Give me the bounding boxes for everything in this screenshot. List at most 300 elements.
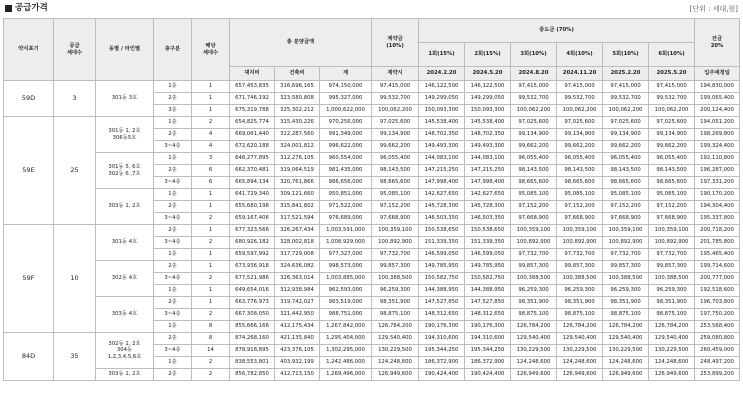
cell-building: 303동 1, 2호 [96, 189, 154, 225]
cell-mid-5: 99,532,700 [603, 93, 649, 105]
cell-units: 1 [192, 297, 230, 309]
cell-mid-3: 97,732,700 [511, 249, 557, 261]
cell-mid-3: 99,662,200 [511, 141, 557, 153]
cell-mid-6: 97,152,200 [649, 201, 695, 213]
cell-building-cost: 312,938,984 [275, 285, 320, 297]
cell-units: 2 [192, 117, 230, 129]
cell-balance: 260,459,000 [695, 345, 740, 357]
cell-floor: 1층 [154, 357, 192, 369]
cell-units: 2 [192, 309, 230, 321]
cell-mid-5: 97,152,200 [603, 201, 649, 213]
cell-mid-1: 142,627,650 [419, 189, 465, 201]
cell-mid-2: 150,538,650 [465, 225, 511, 237]
cell-deposit: 97,415,000 [372, 81, 419, 93]
cell-deposit: 99,662,200 [372, 141, 419, 153]
cell-mid-5: 99,134,900 [603, 129, 649, 141]
cell-total: 1,003,885,000 [320, 273, 372, 285]
cell-floor: 1층 [154, 81, 192, 93]
cell-mid-5: 99,662,200 [603, 141, 649, 153]
cell-units: 1 [192, 189, 230, 201]
cell-land: 663,776,973 [230, 297, 275, 309]
cell-total: 981,435,000 [320, 165, 372, 177]
cell-building-cost: 317,521,594 [275, 213, 320, 225]
cell-type: 59F [4, 225, 54, 333]
col-total: 계 [320, 67, 372, 81]
cell-balance: 198,269,800 [695, 129, 740, 141]
cell-supply-units: 25 [54, 117, 96, 225]
cell-mid-3: 97,415,000 [511, 81, 557, 93]
cell-mid-5: 95,085,100 [603, 189, 649, 201]
cell-deposit: 126,949,600 [372, 369, 419, 381]
table-body [4, 81, 740, 381]
cell-land: 856,782,850 [230, 369, 275, 381]
table-row [4, 297, 740, 309]
cell-floor: 2층 [154, 93, 192, 105]
cell-building-cost: 403,932,199 [275, 357, 320, 369]
cell-land: 641,729,340 [230, 189, 275, 201]
cell-mid-4: 100,062,200 [557, 105, 603, 117]
cell-mid-5: 100,388,500 [603, 273, 649, 285]
cell-mid-1: 150,582,750 [419, 273, 465, 285]
cell-units: 4 [192, 129, 230, 141]
cell-balance: 199,324,400 [695, 141, 740, 153]
cell-floor: 2층 [154, 225, 192, 237]
cell-units: 1 [192, 249, 230, 261]
cell-mid-3: 97,025,600 [511, 117, 557, 129]
cell-mid-5: 126,784,200 [603, 321, 649, 333]
cell-total: 962,593,000 [320, 285, 372, 297]
cell-balance: 253,568,400 [695, 321, 740, 333]
cell-mid-5: 97,732,700 [603, 249, 649, 261]
cell-mid-3: 96,055,400 [511, 153, 557, 165]
cell-mid-2: 142,627,650 [465, 189, 511, 201]
cell-mid-1: 144,083,100 [419, 153, 465, 165]
cell-mid-4: 97,152,200 [557, 201, 603, 213]
cell-mid-5: 100,892,900 [603, 237, 649, 249]
table-row [4, 81, 740, 93]
cell-building-cost: 320,761,866 [275, 177, 320, 189]
cell-mid-6: 124,248,600 [649, 357, 695, 369]
table-row [4, 153, 740, 165]
cell-mid-1: 145,728,300 [419, 201, 465, 213]
cell-building: 303동 1, 2호 [96, 369, 154, 381]
cell-building-cost: 315,430,226 [275, 117, 320, 129]
cell-mid-3: 97,668,900 [511, 213, 557, 225]
cell-type: 59D [4, 81, 54, 117]
cell-mid-2: 195,344,250 [465, 345, 511, 357]
col-supply-units: 공급 세대수 [54, 19, 96, 81]
cell-deposit: 97,152,200 [372, 201, 419, 213]
cell-land: 878,918,895 [230, 345, 275, 357]
cell-land: 665,894,134 [230, 177, 275, 189]
cell-total: 971,522,000 [320, 201, 372, 213]
table-row [4, 225, 740, 237]
cell-mid-6: 100,359,100 [649, 225, 695, 237]
col-mid-5: 5회(10%) [603, 43, 649, 67]
cell-deposit: 129,540,400 [372, 333, 419, 345]
cell-mid-3: 100,892,900 [511, 237, 557, 249]
table-row [4, 189, 740, 201]
cell-mid-1: 144,388,950 [419, 285, 465, 297]
cell-balance: 194,304,400 [695, 201, 740, 213]
cell-mid-1: 145,538,400 [419, 117, 465, 129]
cell-deposit: 96,259,300 [372, 285, 419, 297]
cell-mid-2: 146,503,350 [465, 213, 511, 225]
cell-floor: 3~4층 [154, 177, 192, 189]
cell-total: 998,573,000 [320, 261, 372, 273]
cell-units: 1 [192, 93, 230, 105]
cell-mid-2: 194,310,600 [465, 333, 511, 345]
cell-mid-1: 146,122,500 [419, 81, 465, 93]
cell-building-cost: 325,302,212 [275, 105, 320, 117]
cell-deposit: 97,732,700 [372, 249, 419, 261]
cell-building: 302동 1, 2호 304동 1,2,3,4,5,6호 [96, 333, 154, 369]
cell-balance: 259,080,800 [695, 333, 740, 345]
unit-label: [단위 : 세대,원] [689, 5, 738, 13]
cell-deposit: 98,875,100 [372, 309, 419, 321]
col-mid-date-1: 2024.2.20 [419, 67, 465, 81]
cell-building-cost: 412,175,434 [275, 321, 320, 333]
cell-mid-2: 146,599,050 [465, 249, 511, 261]
cell-land: 662,370,481 [230, 165, 275, 177]
cell-floor: 2층 [154, 261, 192, 273]
cell-mid-5: 129,540,400 [603, 333, 649, 345]
cell-mid-2: 148,312,650 [465, 309, 511, 321]
cell-deposit: 100,892,900 [372, 237, 419, 249]
cell-balance: 195,465,400 [695, 249, 740, 261]
cell-floor: 1층 [154, 189, 192, 201]
cell-units: 1 [192, 261, 230, 273]
cell-units: 6 [192, 165, 230, 177]
col-land: 대지비 [230, 67, 275, 81]
cell-land: 838,553,801 [230, 357, 275, 369]
cell-total: 950,851,000 [320, 189, 372, 201]
cell-mid-5: 100,062,200 [603, 105, 649, 117]
cell-land: 654,825,774 [230, 117, 275, 129]
cell-building-cost: 423,376,105 [275, 345, 320, 357]
cell-units: 2 [192, 237, 230, 249]
cell-total: 960,554,000 [320, 153, 372, 165]
cell-land: 671,746,192 [230, 93, 275, 105]
cell-mid-2: 149,493,300 [465, 141, 511, 153]
col-mid-group: 중도금 (70%) [419, 19, 695, 43]
cell-mid-5: 97,415,000 [603, 81, 649, 93]
cell-floor: 2층 [154, 165, 192, 177]
cell-total: 974,150,000 [320, 81, 372, 93]
cell-supply-units: 10 [54, 225, 96, 333]
cell-type: 59E [4, 117, 54, 225]
cell-mid-2: 147,998,400 [465, 177, 511, 189]
col-mid-6: 6회(10%) [649, 43, 695, 67]
cell-mid-5: 98,665,600 [603, 177, 649, 189]
cell-mid-6: 99,134,900 [649, 129, 695, 141]
cell-building-cost: 421,135,840 [275, 333, 320, 345]
cell-mid-2: 147,215,250 [465, 165, 511, 177]
cell-mid-1: 186,372,900 [419, 357, 465, 369]
cell-mid-4: 99,662,200 [557, 141, 603, 153]
cell-mid-3: 95,085,100 [511, 189, 557, 201]
col-floor: 층구분 [154, 19, 192, 81]
cell-deposit: 98,665,600 [372, 177, 419, 189]
cell-mid-6: 98,143,500 [649, 165, 695, 177]
cell-units: 3 [192, 153, 230, 165]
cell-mid-4: 100,892,900 [557, 237, 603, 249]
cell-balance: 248,497,200 [695, 357, 740, 369]
cell-mid-3: 100,388,500 [511, 273, 557, 285]
cell-total: 1,003,591,000 [320, 225, 372, 237]
cell-mid-3: 99,857,300 [511, 261, 557, 273]
cell-floor: 2층 [154, 201, 192, 213]
cell-total: 983,519,000 [320, 297, 372, 309]
col-balance-sub: 입주예정일 [695, 67, 740, 81]
cell-units: 14 [192, 345, 230, 357]
col-units: 해당 세대수 [192, 19, 230, 81]
section-title: 공급가격 [15, 3, 48, 13]
cell-deposit: 95,085,100 [372, 189, 419, 201]
cell-balance: 197,750,200 [695, 309, 740, 321]
cell-mid-1: 149,493,300 [419, 141, 465, 153]
cell-mid-1: 194,310,600 [419, 333, 465, 345]
cell-mid-1: 147,998,400 [419, 177, 465, 189]
cell-mid-4: 96,259,300 [557, 285, 603, 297]
cell-land: 680,926,182 [230, 237, 275, 249]
cell-mid-4: 126,949,600 [557, 369, 603, 381]
cell-mid-4: 97,732,700 [557, 249, 603, 261]
cell-mid-1: 151,339,350 [419, 237, 465, 249]
cell-balance: 200,718,200 [695, 225, 740, 237]
cell-floor: 3~4층 [154, 309, 192, 321]
cell-mid-6: 129,540,400 [649, 333, 695, 345]
cell-mid-4: 97,025,600 [557, 117, 603, 129]
cell-deposit: 99,134,900 [372, 129, 419, 141]
cell-supply-units: 35 [54, 333, 96, 381]
cell-mid-2: 145,538,400 [465, 117, 511, 129]
cell-deposit: 100,062,200 [372, 105, 419, 117]
cell-mid-3: 124,248,600 [511, 357, 557, 369]
cell-mid-6: 98,665,600 [649, 177, 695, 189]
cell-balance: 196,703,800 [695, 297, 740, 309]
cell-mid-1: 195,344,250 [419, 345, 465, 357]
cell-mid-1: 149,785,950 [419, 261, 465, 273]
cell-total: 1,242,486,000 [320, 357, 372, 369]
cell-land: 673,936,918 [230, 261, 275, 273]
cell-land: 667,308,050 [230, 309, 275, 321]
cell-building-cost: 326,267,434 [275, 225, 320, 237]
cell-floor: 2층 [154, 369, 192, 381]
cell-mid-4: 96,055,400 [557, 153, 603, 165]
table-row [4, 369, 740, 381]
cell-deposit: 100,388,500 [372, 273, 419, 285]
cell-total: 1,295,404,000 [320, 333, 372, 345]
cell-mid-2: 149,299,050 [465, 93, 511, 105]
col-balance: 잔금 20% [695, 19, 740, 67]
cell-mid-3: 100,359,100 [511, 225, 557, 237]
cell-floor: 3~4층 [154, 213, 192, 225]
cell-mid-5: 100,359,100 [603, 225, 649, 237]
cell-mid-6: 99,662,200 [649, 141, 695, 153]
cell-mid-3: 99,532,700 [511, 93, 557, 105]
cell-type: 84D [4, 333, 54, 381]
cell-mid-6: 97,025,600 [649, 117, 695, 129]
cell-mid-4: 129,540,400 [557, 333, 603, 345]
cell-units: 1 [192, 201, 230, 213]
cell-mid-5: 130,229,500 [603, 345, 649, 357]
cell-deposit: 98,143,500 [372, 165, 419, 177]
title-row [5, 2, 738, 16]
cell-mid-2: 146,122,500 [465, 81, 511, 93]
cell-deposit: 98,351,900 [372, 297, 419, 309]
cell-mid-3: 126,949,600 [511, 369, 557, 381]
cell-building-cost: 324,001,812 [275, 141, 320, 153]
cell-mid-4: 100,388,500 [557, 273, 603, 285]
table-header [4, 19, 740, 81]
cell-mid-1: 146,503,350 [419, 213, 465, 225]
cell-total: 988,751,000 [320, 309, 372, 321]
cell-units: 6 [192, 177, 230, 189]
cell-building: 301동 1, 2호 306동5호 [96, 117, 154, 153]
cell-mid-4: 99,857,300 [557, 261, 603, 273]
cell-deposit: 97,668,900 [372, 213, 419, 225]
cell-mid-1: 147,527,850 [419, 297, 465, 309]
cell-total: 1,008,929,000 [320, 237, 372, 249]
cell-units: 8 [192, 321, 230, 333]
col-price-group: 총 분양금액 [230, 19, 372, 67]
cell-mid-6: 97,732,700 [649, 249, 695, 261]
cell-units: 1 [192, 225, 230, 237]
cell-mid-1: 146,599,050 [419, 249, 465, 261]
cell-total: 996,622,000 [320, 141, 372, 153]
cell-balance: 194,830,000 [695, 81, 740, 93]
col-mid-1: 1회(15%) [419, 43, 465, 67]
supply-price-table [3, 18, 740, 381]
cell-land: 675,319,788 [230, 105, 275, 117]
cell-mid-5: 96,055,400 [603, 153, 649, 165]
cell-building-cost: 317,729,008 [275, 249, 320, 261]
cell-mid-6: 99,532,700 [649, 93, 695, 105]
cell-mid-1: 150,093,300 [419, 105, 465, 117]
cell-building-cost: 312,276,105 [275, 153, 320, 165]
cell-total: 995,327,000 [320, 93, 372, 105]
cell-land: 657,453,835 [230, 81, 275, 93]
col-mid-3: 3회(10%) [511, 43, 557, 67]
cell-land: 672,620,188 [230, 141, 275, 153]
cell-building: 301동 3호 [96, 81, 154, 117]
cell-mid-5: 126,949,600 [603, 369, 649, 381]
cell-land: 677,323,566 [230, 225, 275, 237]
cell-deposit: 126,784,200 [372, 321, 419, 333]
cell-mid-6: 95,085,100 [649, 189, 695, 201]
cell-mid-2: 186,372,900 [465, 357, 511, 369]
cell-land: 655,680,198 [230, 201, 275, 213]
cell-balance: 197,331,200 [695, 177, 740, 189]
cell-units: 1 [192, 285, 230, 297]
cell-mid-5: 98,875,100 [603, 309, 649, 321]
cell-units: 2 [192, 357, 230, 369]
cell-building-cost: 319,064,519 [275, 165, 320, 177]
cell-mid-4: 98,875,100 [557, 309, 603, 321]
cell-building-cost: 316,696,165 [275, 81, 320, 93]
cell-mid-6: 130,229,500 [649, 345, 695, 357]
cell-building: 302동 4호 [96, 261, 154, 297]
cell-mid-2: 149,785,950 [465, 261, 511, 273]
cell-mid-5: 98,143,500 [603, 165, 649, 177]
cell-land: 669,061,440 [230, 129, 275, 141]
cell-mid-2: 190,424,400 [465, 369, 511, 381]
cell-mid-6: 98,875,100 [649, 309, 695, 321]
cell-mid-3: 130,229,500 [511, 345, 557, 357]
cell-building-cost: 412,713,150 [275, 369, 320, 381]
cell-units: 2 [192, 213, 230, 225]
cell-mid-4: 124,248,600 [557, 357, 603, 369]
cell-floor: 3~4층 [154, 237, 192, 249]
cell-building-cost: 321,442,950 [275, 309, 320, 321]
cell-mid-5: 96,259,300 [603, 285, 649, 297]
table-row [4, 117, 740, 129]
cell-mid-4: 99,134,900 [557, 129, 603, 141]
cell-building: 301동 5, 6호 302동 6 ,7호 [96, 153, 154, 189]
cell-balance: 195,337,800 [695, 213, 740, 225]
cell-mid-4: 97,668,900 [557, 213, 603, 225]
cell-deposit: 96,055,400 [372, 153, 419, 165]
cell-building-cost: 323,580,808 [275, 93, 320, 105]
col-deposit: 계약금 (10%) [372, 19, 419, 67]
cell-units: 1 [192, 105, 230, 117]
cell-floor: 1층 [154, 117, 192, 129]
cell-mid-4: 130,229,500 [557, 345, 603, 357]
cell-mid-1: 148,312,650 [419, 309, 465, 321]
cell-deposit: 99,532,700 [372, 93, 419, 105]
cell-mid-3: 126,784,200 [511, 321, 557, 333]
table-row [4, 333, 740, 345]
cell-mid-1: 149,299,050 [419, 93, 465, 105]
cell-mid-3: 129,540,400 [511, 333, 557, 345]
cell-mid-6: 97,415,000 [649, 81, 695, 93]
cell-mid-2: 148,702,350 [465, 129, 511, 141]
cell-balance: 253,899,200 [695, 369, 740, 381]
cell-supply-units: 3 [54, 81, 96, 117]
table-row [4, 261, 740, 273]
cell-mid-3: 98,143,500 [511, 165, 557, 177]
cell-building-cost: 322,287,560 [275, 129, 320, 141]
cell-mid-5: 124,248,600 [603, 357, 649, 369]
cell-building-cost: 324,636,082 [275, 261, 320, 273]
cell-mid-6: 97,668,900 [649, 213, 695, 225]
col-mid-date-2: 2024.5.20 [465, 67, 511, 81]
cell-mid-1: 150,538,650 [419, 225, 465, 237]
cell-mid-3: 98,665,600 [511, 177, 557, 189]
cell-mid-5: 99,857,300 [603, 261, 649, 273]
col-mid-4: 4회(10%) [557, 43, 603, 67]
title-bullet-icon [5, 5, 12, 12]
cell-mid-4: 99,532,700 [557, 93, 603, 105]
cell-mid-3: 97,152,200 [511, 201, 557, 213]
cell-building-cost: 315,841,802 [275, 201, 320, 213]
cell-mid-3: 100,062,200 [511, 105, 557, 117]
cell-floor: 3~4층 [154, 141, 192, 153]
cell-units: 2 [192, 273, 230, 285]
cell-land: 659,597,992 [230, 249, 275, 261]
cell-mid-3: 98,351,900 [511, 297, 557, 309]
cell-mid-6: 100,388,500 [649, 273, 695, 285]
cell-mid-2: 151,339,350 [465, 237, 511, 249]
cell-land: 659,167,406 [230, 213, 275, 225]
cell-floor: 3~4층 [154, 273, 192, 285]
cell-mid-1: 190,424,400 [419, 369, 465, 381]
cell-mid-4: 98,143,500 [557, 165, 603, 177]
cell-mid-6: 96,055,400 [649, 153, 695, 165]
cell-floor: 2층 [154, 129, 192, 141]
col-deposit-sub: 계약시 [372, 67, 419, 81]
